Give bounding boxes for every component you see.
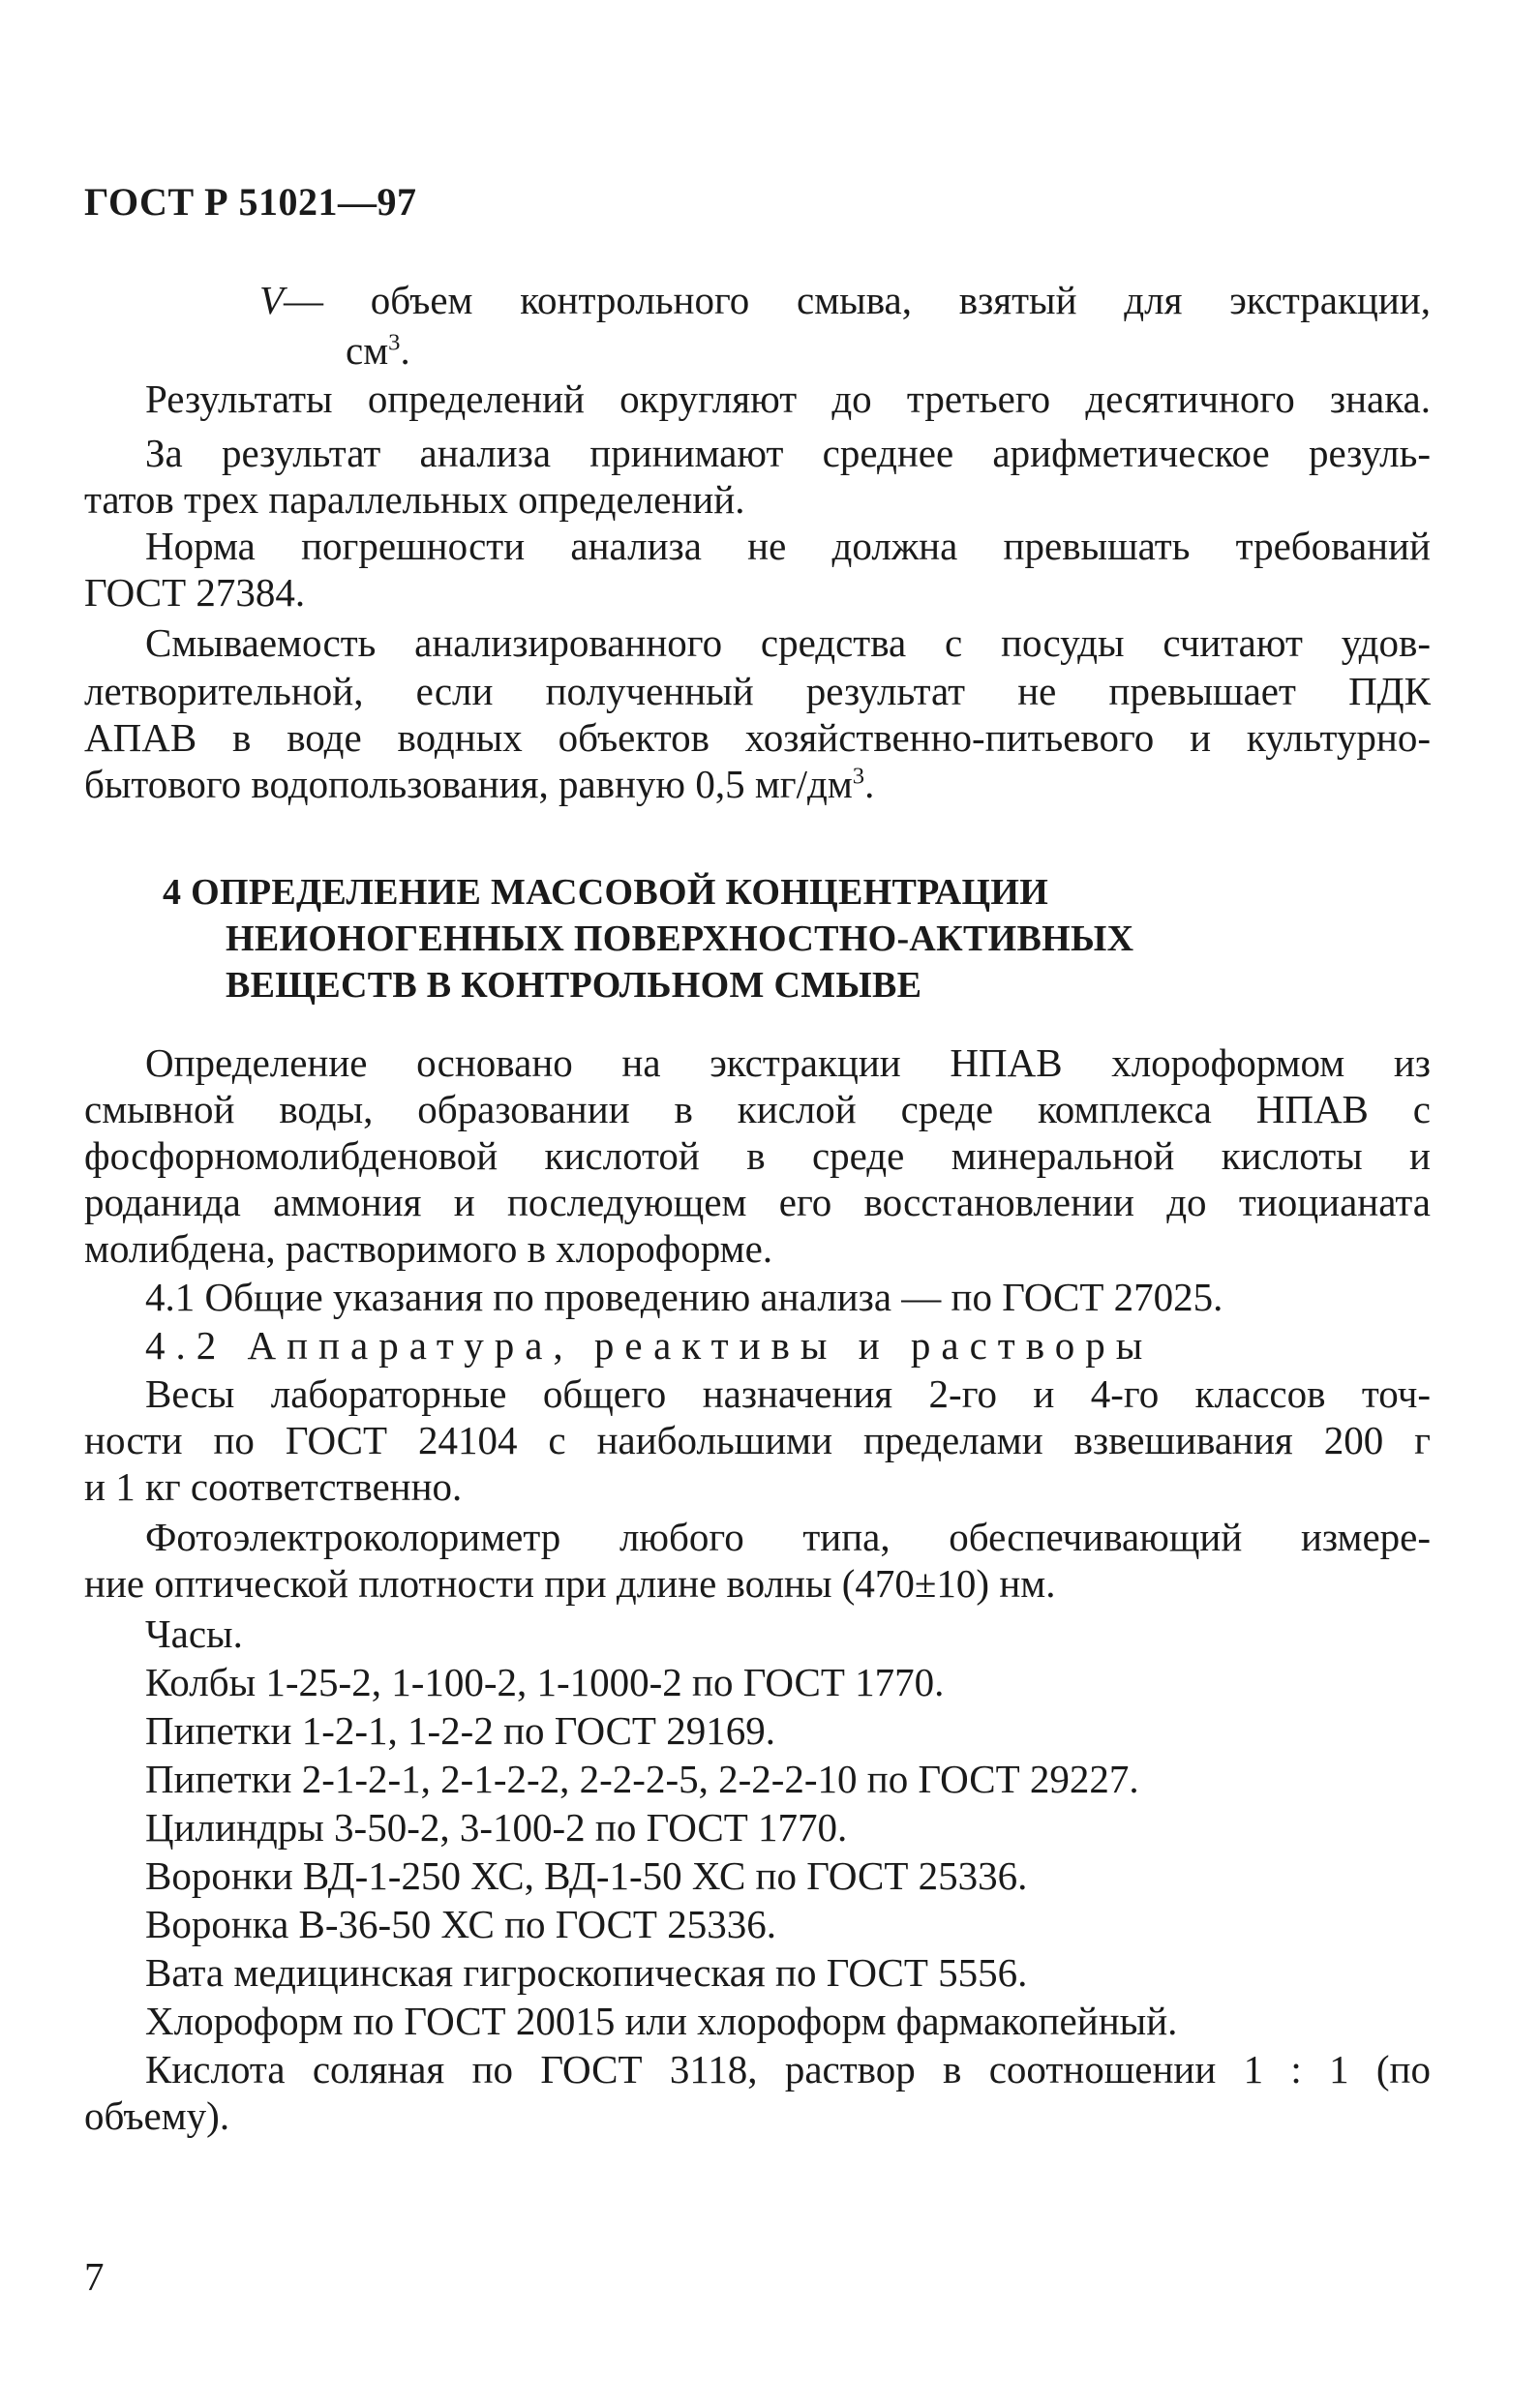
paragraph-washability-line3: АПАВ в воде водных объектов хозяйственно-питьевого и культурно- <box>84 715 1431 760</box>
paragraph-acid-line1: Кислота соляная по ГОСТ 3118, раствор в соотношении 1 : 1 (по <box>145 2047 1431 2092</box>
variable-definition-line2: $см^3$. <box>346 328 410 373</box>
list-item: Воронки ВД-1-250 ХС, ВД-1-50 ХС по ГОСТ 25336. <box>145 1853 1028 1898</box>
paragraph-photocolorimeter-line2: ние оптической плотности при длине волны (470±10) нм. <box>84 1561 1056 1606</box>
paragraph-washability-line2: летворительной, если полученный результат не превышает ПДК <box>84 669 1431 713</box>
variable-definition-line1: V— объем контрольного смыва, взятый для экстракции, <box>259 278 1431 322</box>
paragraph-scales-line2: ности по ГОСТ 24104 с наибольшими пределами взвешивания 200 г <box>84 1418 1431 1462</box>
paragraph-method-line3: фосфорномолибденовой кислотой в среде минеральной кислоты и <box>84 1133 1431 1178</box>
paragraph-scales-line1: Весы лабораторные общего назначения 2-го и 4-го классов точ- <box>145 1371 1431 1416</box>
paragraph-norm-line1: Норма погрешности анализа не должна превышать требований <box>145 524 1431 568</box>
paragraph-result-line1: За результат анализа принимают среднее арифметическое резуль- <box>145 431 1431 475</box>
variable-symbol: V <box>259 278 285 322</box>
list-item: Вата медицинская гигроскопическая по ГОСТ 5556. <box>145 1950 1028 1995</box>
paragraph-scales-line3: и 1 кг соответственно. <box>84 1464 463 1509</box>
list-item: Пипетки 1-2-1, 1-2-2 по ГОСТ 29169. <box>145 1708 775 1753</box>
list-item: Воронка В-36-50 ХС по ГОСТ 25336. <box>145 1902 776 1946</box>
list-item: Пипетки 2-1-2-1, 2-1-2-2, 2-2-2-5, 2-2-2-10 по ГОСТ 29227. <box>145 1757 1139 1801</box>
paragraph-photocolorimeter-line1: Фотоэлектроколориметр любого типа, обеспечивающий измере- <box>145 1515 1431 1559</box>
section-4-heading: 4 ОПРЕДЕЛЕНИЕ МАССОВОЙ КОНЦЕНТРАЦИИ НЕИОНОГЕННЫХ ПОВЕРХНОСТНО-АКТИВНЫХ ВЕЩЕСТВ В КОНТРОЛЬНОМ СМЫВЕ <box>163 872 1134 1006</box>
paragraph-rounding: Результаты определений округляют до третьего десятичного знака. <box>145 376 1431 421</box>
page-number: 7 <box>84 2254 105 2299</box>
list-item: Колбы 1-25-2, 1-100-2, 1-1000-2 по ГОСТ 1770. <box>145 1660 945 1704</box>
paragraph-acid-line2: объему). <box>84 2093 230 2138</box>
paragraph-washability-line4: бытового водопользования, равную 0,5 $мг/дм^3$. <box>84 762 875 806</box>
subsection-4-1: 4.1 Общие указания по проведению анализа — по ГОСТ 27025. <box>145 1275 1223 1319</box>
paragraph-method-line4: роданида аммония и последующем его восстановлении до тиоцианата <box>84 1180 1431 1224</box>
paragraph-norm-line2: ГОСТ 27384. <box>84 570 306 615</box>
paragraph-method-line1: Определение основано на экстракции НПАВ хлороформом из <box>145 1040 1431 1085</box>
list-item: Часы. <box>145 1611 243 1656</box>
paragraph-method-line2: смывной воды, образовании в кислой среде комплекса НПАВ с <box>84 1087 1431 1131</box>
document-code-header: ГОСТ Р 51021—97 <box>84 180 417 224</box>
paragraph-washability-line1: Смываемость анализированного средства с посуды считают удов- <box>145 620 1431 665</box>
subsection-4-2-heading: 4.2 Аппаратура, реактивы и растворы <box>145 1323 1154 1368</box>
list-item: Цилиндры 3-50-2, 3-100-2 по ГОСТ 1770. <box>145 1805 848 1850</box>
paragraph-method-line5: молибдена, растворимого в хлороформе. <box>84 1226 773 1271</box>
paragraph-result-line2: татов трех параллельных определений. <box>84 477 745 522</box>
list-item: Хлороформ по ГОСТ 20015 или хлороформ фармакопейный. <box>145 1999 1178 2043</box>
